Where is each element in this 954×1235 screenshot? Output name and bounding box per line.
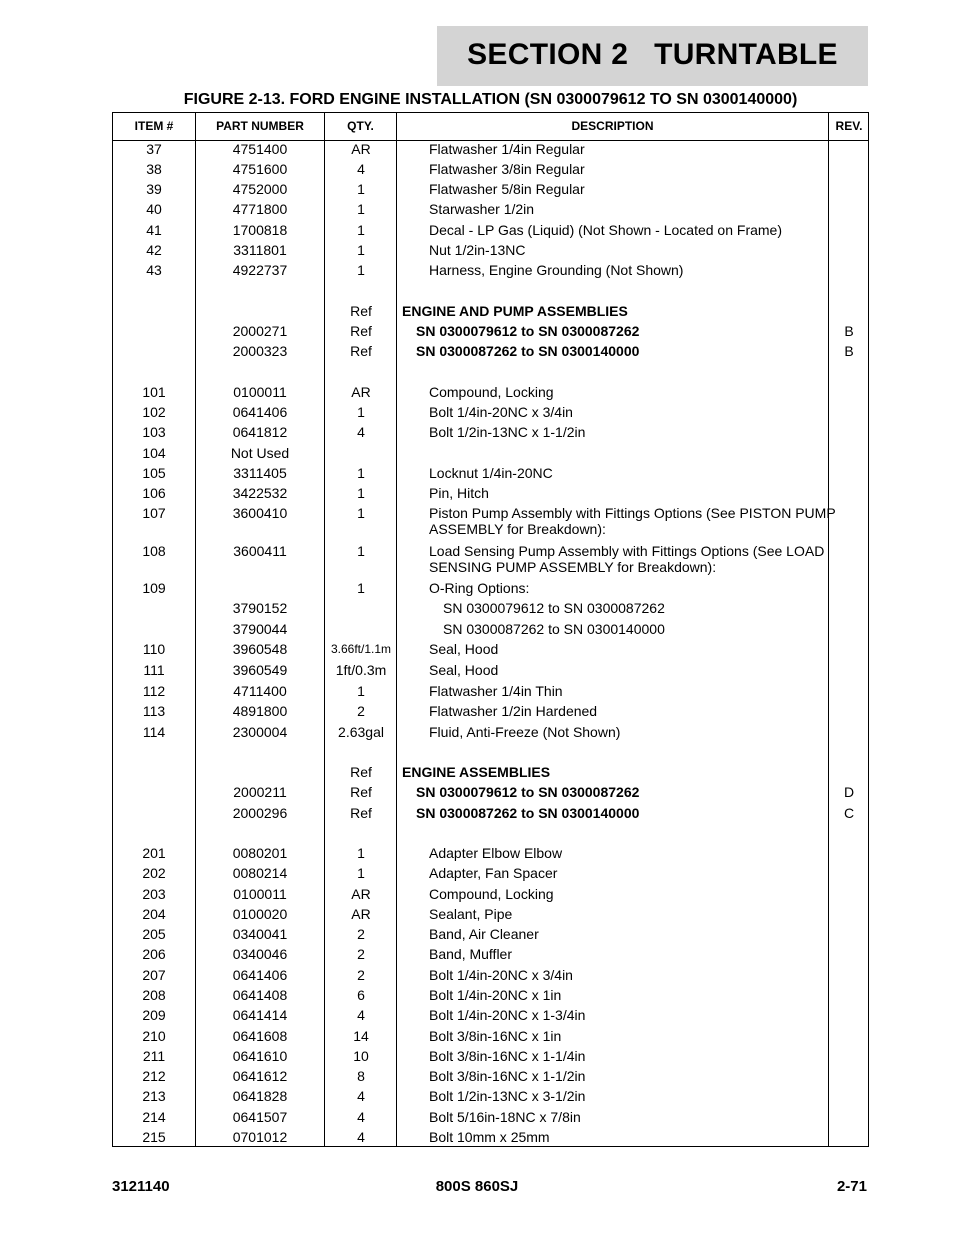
- qty-cell: 4: [357, 161, 365, 177]
- qty-cell: Ref: [350, 784, 372, 800]
- description-cell: Bolt 1/4in-20NC x 1-3/4in: [429, 1007, 586, 1023]
- part-number-cell: 0701012: [232, 1129, 288, 1145]
- description-cell: Starwasher 1/2in: [429, 201, 535, 217]
- item-cell: 105: [142, 465, 166, 481]
- qty-cell: Ref: [350, 805, 372, 821]
- qty-cell: 2: [357, 967, 365, 983]
- part-number-cell: 2300004: [232, 724, 288, 740]
- part-number-cell: 4751600: [232, 161, 288, 177]
- table-row: [113, 181, 868, 201]
- rev-cell: D: [843, 784, 855, 800]
- item-cell: 111: [143, 662, 165, 678]
- description-cell: SN 0300087262 to SN 0300140000: [416, 805, 640, 821]
- item-cell: 39: [146, 181, 162, 197]
- table-row: [113, 424, 868, 444]
- item-cell: 103: [142, 424, 166, 440]
- qty-cell: 1: [357, 465, 365, 481]
- table-row: [113, 987, 868, 1007]
- qty-cell: AR: [351, 906, 371, 922]
- table-row: [113, 703, 868, 723]
- description-cell: Decal - LP Gas (Liquid) (Not Shown - Located on Frame): [429, 222, 783, 238]
- description-cell: Bolt 1/4in-20NC x 3/4in: [429, 404, 573, 420]
- qty-cell: Ref: [350, 303, 372, 319]
- table-row: [113, 343, 868, 363]
- part-number-cell: 0641608: [232, 1028, 288, 1044]
- qty-cell: 1: [357, 683, 365, 699]
- col-header-part-number: PART NUMBER: [216, 119, 304, 133]
- table-row: [113, 967, 868, 987]
- description-cell: Bolt 10mm x 25mm: [429, 1129, 550, 1145]
- part-number-cell: 4771800: [232, 201, 288, 217]
- item-cell: 206: [142, 946, 166, 962]
- part-number-cell: 2000211: [233, 784, 287, 800]
- part-number-cell: 4922737: [232, 262, 288, 278]
- table-row: [113, 543, 868, 575]
- description-cell: ENGINE ASSEMBLIES: [402, 764, 551, 780]
- table-row: [113, 201, 868, 221]
- item-cell: 202: [142, 865, 166, 881]
- table-row: [113, 404, 868, 424]
- item-cell: 201: [142, 845, 166, 861]
- qty-cell: 1: [357, 242, 365, 258]
- table-row: [113, 465, 868, 485]
- description-cell: Sealant, Pipe: [429, 906, 513, 922]
- table-row: [113, 1048, 868, 1068]
- part-number-cell: 3311405: [233, 465, 287, 481]
- footer-model: 800S 860SJ: [435, 1178, 519, 1195]
- item-cell: 205: [142, 926, 166, 942]
- table-row: [113, 262, 868, 282]
- item-cell: 42: [146, 242, 162, 258]
- part-number-cell: 4891800: [232, 703, 288, 719]
- table-row: [113, 161, 868, 181]
- qty-cell: 1: [357, 404, 365, 420]
- description-cell: Compound, Locking: [429, 384, 554, 400]
- col-header-rev: REV.: [835, 119, 863, 133]
- description-cell: Harness, Engine Grounding (Not Shown): [429, 262, 684, 278]
- parts-table: [112, 112, 869, 1147]
- qty-cell: 4: [357, 1007, 365, 1023]
- item-cell: 112: [142, 683, 166, 699]
- description-cell: Locknut 1/4in-20NC: [429, 465, 553, 481]
- qty-cell: 1: [357, 580, 365, 596]
- rev-cell: B: [844, 323, 854, 339]
- description-cell: Adapter, Fan Spacer: [429, 865, 558, 881]
- part-number-cell: 0100011: [233, 384, 287, 400]
- part-number-cell: 0641408: [232, 987, 288, 1003]
- part-number-cell: 0641812: [232, 424, 288, 440]
- part-number-cell: 3960548: [232, 641, 288, 657]
- qty-cell: 2: [357, 926, 365, 942]
- item-cell: 109: [142, 580, 166, 596]
- qty-cell: 1: [357, 485, 365, 501]
- description-cell: Bolt 1/4in-20NC x 3/4in: [429, 967, 573, 983]
- col-header-qty: QTY.: [347, 119, 374, 133]
- description-cell: Seal, Hood: [429, 641, 499, 657]
- description-cell: SN 0300079612 to SN 0300087262: [416, 784, 640, 800]
- item-cell: 212: [142, 1068, 166, 1084]
- item-cell: 101: [142, 384, 166, 400]
- description-cell: Flatwasher 3/8in Regular: [429, 161, 585, 177]
- table-row: [113, 1068, 868, 1088]
- item-cell: 40: [146, 201, 162, 217]
- qty-cell: 1: [357, 865, 365, 881]
- table-row: [113, 865, 868, 885]
- table-row: [113, 1007, 868, 1027]
- table-row: [113, 505, 868, 537]
- part-number-cell: 4752000: [232, 181, 288, 197]
- item-cell: 215: [142, 1129, 166, 1145]
- qty-cell: 1: [357, 201, 365, 217]
- table-row: [113, 222, 868, 242]
- item-cell: 208: [142, 987, 166, 1003]
- table-row: [113, 805, 868, 825]
- qty-cell: 6: [357, 987, 365, 1003]
- description-cell: Piston Pump Assembly with Fittings Options (See PISTON PUMP ASSEMBLY for Breakdown):: [429, 505, 836, 537]
- description-cell: Bolt 1/2in-13NC x 3-1/2in: [429, 1088, 586, 1104]
- qty-cell: 2: [357, 946, 365, 962]
- item-cell: 114: [142, 724, 166, 740]
- description-cell: Band, Air Cleaner: [429, 926, 539, 942]
- table-row: [113, 683, 868, 703]
- item-cell: 106: [142, 485, 166, 501]
- table-row: [113, 784, 868, 804]
- qty-cell: 2.63gal: [338, 724, 384, 740]
- description-cell: Bolt 3/8in-16NC x 1in: [429, 1028, 562, 1044]
- part-number-cell: 0641414: [232, 1007, 288, 1023]
- qty-cell: 8: [357, 1068, 365, 1084]
- item-cell: 214: [142, 1109, 166, 1125]
- part-number-cell: 0641610: [232, 1048, 288, 1064]
- table-row: [113, 323, 868, 343]
- description-cell: SN 0300079612 to SN 0300087262: [443, 600, 665, 616]
- part-number-cell: 3790044: [232, 621, 288, 637]
- description-cell: Flatwasher 1/2in Hardened: [429, 703, 598, 719]
- table-row: [113, 1028, 868, 1048]
- table-row: [113, 946, 868, 966]
- part-number-cell: 0641406: [232, 404, 288, 420]
- qty-cell: Ref: [350, 323, 372, 339]
- qty-cell: 10: [353, 1048, 369, 1064]
- col-header-description: DESCRIPTION: [571, 119, 654, 133]
- qty-cell: Ref: [350, 343, 372, 359]
- item-cell: 213: [142, 1088, 166, 1104]
- description-cell: Pin, Hitch: [429, 485, 489, 501]
- description-cell: Nut 1/2in-13NC: [429, 242, 526, 258]
- section-header: [437, 26, 868, 86]
- qty-cell: Ref: [350, 764, 372, 780]
- table-row: [113, 926, 868, 946]
- table-row: [113, 445, 868, 465]
- description-cell: Adapter Elbow Elbow: [429, 845, 563, 861]
- part-number-cell: 0340041: [232, 926, 288, 942]
- table-row: [113, 1129, 868, 1149]
- table-row: [113, 621, 868, 641]
- table-row: [113, 242, 868, 262]
- section-title: SECTION 2 TURNTABLE: [467, 38, 838, 71]
- description-cell: Flatwasher 1/4in Regular: [429, 141, 585, 157]
- qty-cell: 4: [357, 424, 365, 440]
- table-row: [113, 845, 868, 865]
- item-cell: 43: [146, 262, 162, 278]
- table-row: [113, 141, 868, 161]
- part-number-cell: 0100011: [233, 886, 287, 902]
- part-number-cell: 0641828: [232, 1088, 288, 1104]
- description-cell: ENGINE AND PUMP ASSEMBLIES: [402, 303, 628, 319]
- table-row: [113, 1088, 868, 1108]
- part-number-cell: 0080201: [232, 845, 288, 861]
- item-cell: 104: [142, 445, 166, 461]
- item-cell: 107: [142, 505, 166, 521]
- qty-cell: 3.66ft/1.1m: [330, 642, 392, 656]
- qty-cell: AR: [351, 886, 371, 902]
- part-number-cell: 2000271: [232, 323, 288, 339]
- qty-cell: 1: [357, 181, 365, 197]
- description-cell: Fluid, Anti-Freeze (Not Shown): [429, 724, 621, 740]
- table-row: [113, 485, 868, 505]
- part-number-cell: 4751400: [232, 141, 288, 157]
- item-cell: 211: [142, 1048, 166, 1064]
- table-row: [113, 600, 868, 620]
- part-number-cell: Not Used: [230, 445, 290, 461]
- description-cell: Bolt 1/2in-13NC x 1-1/2in: [429, 424, 586, 440]
- rev-cell: C: [843, 805, 855, 821]
- part-number-cell: 3422532: [232, 485, 288, 501]
- part-number-cell: 0080214: [232, 865, 288, 881]
- qty-cell: AR: [351, 141, 371, 157]
- description-cell: Bolt 3/8in-16NC x 1-1/4in: [429, 1048, 586, 1064]
- part-number-cell: 3600410: [232, 505, 288, 521]
- part-number-cell: 2000323: [232, 343, 288, 359]
- part-number-cell: 0340046: [232, 946, 288, 962]
- qty-cell: 4: [357, 1129, 365, 1145]
- table-row: [113, 886, 868, 906]
- description-cell: SN 0300087262 to SN 0300140000: [416, 343, 640, 359]
- item-cell: 204: [142, 906, 166, 922]
- qty-cell: AR: [351, 384, 371, 400]
- table-row: [113, 1109, 868, 1129]
- description-cell: Flatwasher 1/4in Thin: [429, 683, 563, 699]
- footer-page-number: 2-71: [836, 1178, 867, 1195]
- qty-cell: 2: [357, 703, 365, 719]
- description-cell: SN 0300087262 to SN 0300140000: [443, 621, 665, 637]
- description-cell: Flatwasher 5/8in Regular: [429, 181, 585, 197]
- table-row: [113, 906, 868, 926]
- table-row: [113, 724, 868, 744]
- part-number-cell: 0100020: [232, 906, 288, 922]
- col-header-item: ITEM #: [134, 119, 174, 133]
- part-number-cell: 3600411: [233, 543, 287, 559]
- part-number-cell: 0641406: [232, 967, 288, 983]
- qty-cell: 4: [357, 1109, 365, 1125]
- rev-cell: B: [844, 343, 854, 359]
- qty-cell: 1ft/0.3m: [335, 662, 387, 678]
- table-row: [113, 641, 868, 661]
- description-cell: Compound, Locking: [429, 886, 554, 902]
- description-cell: Bolt 3/8in-16NC x 1-1/2in: [429, 1068, 586, 1084]
- part-number-cell: 3960549: [232, 662, 288, 678]
- qty-cell: 4: [357, 1088, 365, 1104]
- part-number-cell: 3311801: [233, 242, 287, 258]
- description-cell: Bolt 1/4in-20NC x 1in: [429, 987, 562, 1003]
- qty-cell: 14: [353, 1028, 369, 1044]
- description-cell: O-Ring Options:: [429, 580, 530, 596]
- item-cell: 113: [142, 703, 166, 719]
- part-number-cell: 1700818: [232, 222, 288, 238]
- table-row: [113, 764, 868, 784]
- part-number-cell: 0641507: [232, 1109, 288, 1125]
- qty-cell: 1: [357, 505, 365, 521]
- item-cell: 210: [142, 1028, 166, 1044]
- part-number-cell: 4711400: [233, 683, 287, 699]
- qty-cell: 1: [357, 845, 365, 861]
- table-row: [113, 580, 868, 600]
- part-number-cell: 2000296: [232, 805, 288, 821]
- table-row: [113, 384, 868, 404]
- description-cell: SN 0300079612 to SN 0300087262: [416, 323, 640, 339]
- description-cell: Band, Muffler: [429, 946, 513, 962]
- item-cell: 41: [146, 222, 162, 238]
- description-cell: Seal, Hood: [429, 662, 499, 678]
- qty-cell: 1: [357, 543, 365, 559]
- item-cell: 207: [142, 967, 166, 983]
- item-cell: 37: [146, 141, 162, 157]
- table-row: [113, 303, 868, 323]
- table-row: [113, 662, 868, 682]
- part-number-cell: 0641612: [232, 1068, 288, 1084]
- item-cell: 110: [142, 641, 166, 657]
- item-cell: 108: [142, 543, 166, 559]
- item-cell: 203: [142, 886, 166, 902]
- item-cell: 209: [142, 1007, 166, 1023]
- figure-title: FIGURE 2-13. FORD ENGINE INSTALLATION (SN 0300079612 TO SN 0300140000): [183, 91, 798, 108]
- qty-cell: 1: [357, 262, 365, 278]
- qty-cell: 1: [357, 222, 365, 238]
- part-number-cell: 3790152: [232, 600, 288, 616]
- item-cell: 38: [146, 161, 162, 177]
- item-cell: 102: [142, 404, 166, 420]
- footer-doc-number: 3121140: [112, 1178, 170, 1195]
- description-cell: Load Sensing Pump Assembly with Fittings Options (See LOAD SENSING PUMP ASSEMBLY for Breakdown):: [429, 543, 825, 575]
- description-cell: Bolt 5/16in-18NC x 7/8in: [429, 1109, 581, 1125]
